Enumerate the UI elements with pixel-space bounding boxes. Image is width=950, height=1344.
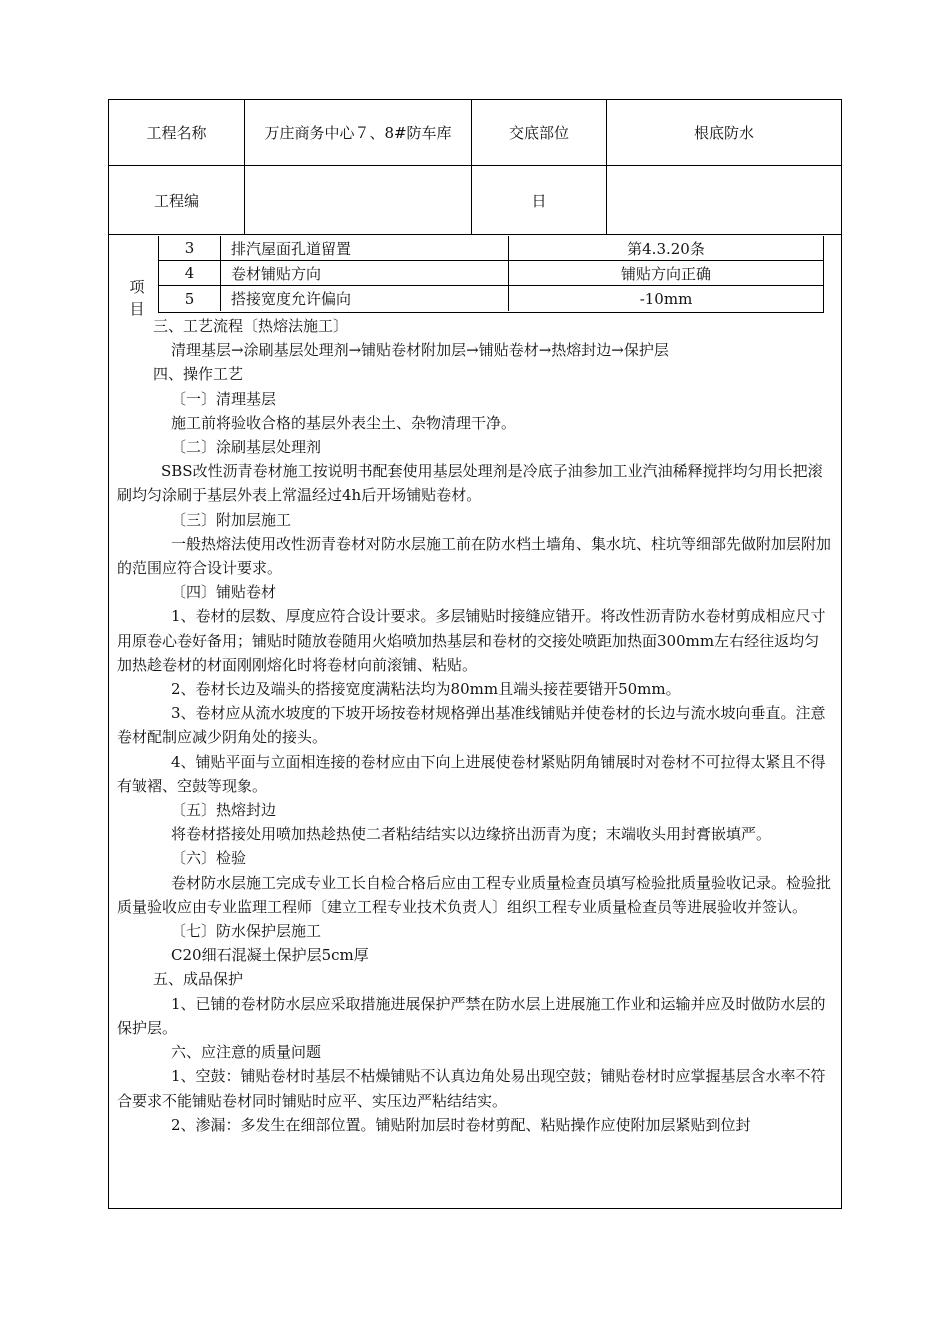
section-3-flow: 清理基层→涂刷基层处理剂→铺贴卷材附加层→铺贴卷材→热熔封边→保护层 <box>171 341 669 360</box>
section-6-p2: 2、渗漏：多发生在细部位置。铺贴附加层时卷材剪配、粘贴操作应使附加层紧贴到位封 <box>171 1115 751 1134</box>
section-6-p1: 1、空鼓：铺贴卷材时基层不枯燥铺贴不认真边角处易出现空鼓；铺贴卷材时应掌握基层含水率不符合要求不能铺贴卷材同时铺贴时应平、实压边严粘结结实。 <box>117 1067 826 1110</box>
section-6-title: 六、应注意的质量问题 <box>171 1043 322 1062</box>
item-no: 5 <box>159 286 221 311</box>
item-name: 卷材铺贴方向 <box>221 261 509 285</box>
section-4-4-p1: 1、卷材的层数、厚度应符合设计要求。多层铺贴时接缝应错开。将改性沥青防水卷材剪成相应尺寸用原卷心卷好备用；铺贴时随放卷随用火焰喷加热基层和卷材的交接处喷距加热面300mm左右经往返均匀加热趁卷材的材面刚刚熔化时将卷材向前滚铺、粘贴。 <box>117 607 826 674</box>
section-4-4-title: 〔四〕铺贴卷材 <box>171 583 277 602</box>
section-5-title: 五、成品保护 <box>153 970 244 989</box>
section-4-2-text: SBS改性沥青卷材施工按说明书配套使用基层处理剂是冷底子油参加工业汽油稀释搅拌均匀用长把滚刷均匀涂刷于基层外表上常温经过4h后开场铺贴卷材。 <box>117 462 823 505</box>
document-body <box>117 314 833 1137</box>
table-row <box>159 261 823 286</box>
items-table <box>158 236 824 313</box>
section-4-6-text: 卷材防水层施工完成专业工长自检合格后应由工程专业质量检查员填写检验批质量验收记录。检验批质量验收应由专业监理工程师〔建立工程专业技术负责人〕组织工程专业质量检查员等进展验收并签认。 <box>117 873 832 916</box>
section-4-7-title: 〔七〕防水保护层施工 <box>171 922 322 941</box>
project-no-label: 工程编 <box>109 166 245 235</box>
section-4-3-text: 一般热熔法使用改性沥青卷材对防水层施工前在防水档土墙角、集水坑、柱坑等细部先做附加层附加的范围应符合设计要求。 <box>117 534 832 578</box>
section-4-4-p3: 3、卷材应从流水坡度的下坡开场按卷材规格弹出基准线铺贴并使卷材的长边与流水坡向垂直。注意卷材配制应减少阴角处的接头。 <box>117 704 826 747</box>
section-4-4-p2: 2、卷材长边及端头的搭接宽度满粘法均为80mm且端头接茬要错开50mm。 <box>171 680 681 699</box>
section-4-6-title: 〔六〕检验 <box>171 849 247 868</box>
section-5-text: 1、已铺的卷材防水层应采取措施进展保护严禁在防水层上进展施工作业和运输并应及时做防水层的保护层。 <box>117 994 826 1037</box>
section-4-5-text: 将卷材搭接处用喷加热趁热使二者粘结结实以边缘挤出沥青为度；末端收头用封膏嵌填严。 <box>171 825 772 844</box>
project-name-value: 万庄商务中心７、8#防车库 <box>245 100 472 166</box>
table-row <box>159 286 823 311</box>
date-value <box>607 166 841 235</box>
item-name: 排汽屋面孔道留置 <box>221 236 509 260</box>
section-4-1-title: 〔一〕清理基层 <box>171 389 277 408</box>
section-4-7-text: C20细石混凝土保护层5cm厚 <box>171 946 369 965</box>
item-value: 第4.3.20条 <box>627 239 705 258</box>
item-no: 4 <box>159 261 221 285</box>
section-4-5-title: 〔五〕热熔封边 <box>171 801 277 820</box>
date-label: 日 <box>472 166 607 235</box>
part-label: 交底部位 <box>472 100 607 166</box>
project-name-label: 工程名称 <box>109 100 245 166</box>
section-4-2-title: 〔二〕涂刷基层处理剂 <box>171 438 322 457</box>
item-value: 铺贴方向正确 <box>620 264 711 283</box>
item-no: 3 <box>159 236 221 260</box>
part-value: 根底防水 <box>607 100 841 166</box>
items-side-label: 项目 <box>129 278 145 318</box>
project-no-value <box>245 166 472 235</box>
item-value: -10mm <box>639 289 693 308</box>
section-4-1-text: 施工前将验收合格的基层外表尘土、杂物清理干净。 <box>171 413 517 432</box>
table-row <box>159 236 823 261</box>
section-3-title: 三、工艺流程〔热熔法施工〕 <box>153 317 349 335</box>
item-name: 搭接宽度允许偏向 <box>221 286 509 311</box>
section-4-title: 四、操作工艺 <box>153 365 244 384</box>
section-4-3-title: 〔三〕附加层施工 <box>171 510 292 529</box>
section-4-4-p4: 4、铺贴平面与立面相连接的卷材应由下向上进展使卷材紧贴阴角铺展时对卷材不可拉得太紧且不得有皱褶、空鼓等现象。 <box>117 752 826 795</box>
